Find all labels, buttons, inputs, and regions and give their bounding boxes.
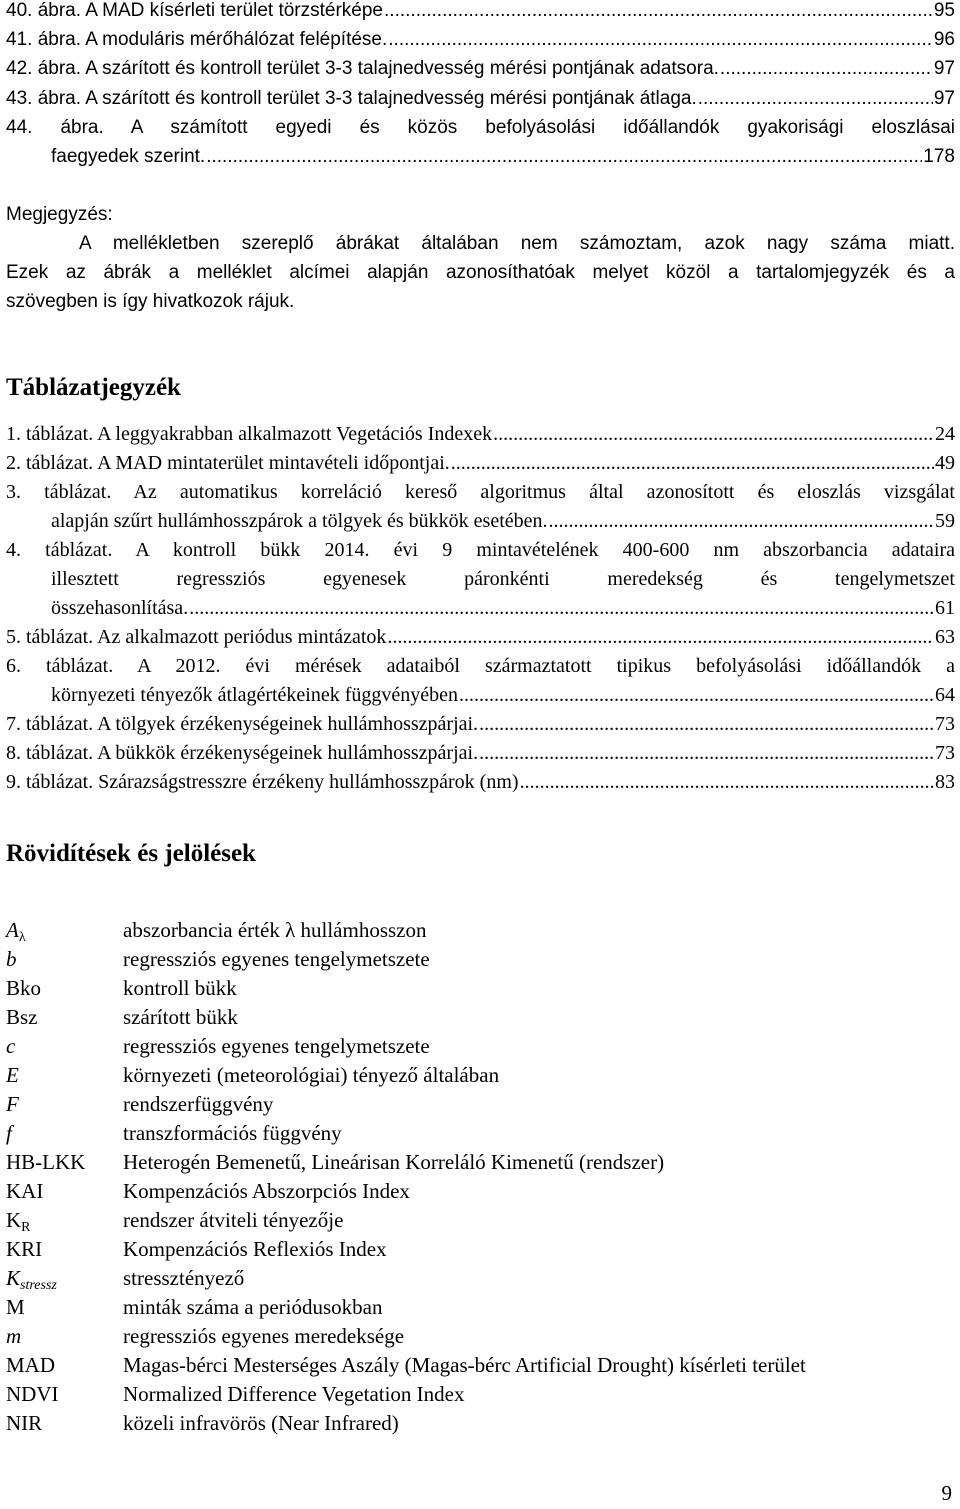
abbr-key: NDVI (6, 1382, 59, 1406)
abbr-key: m (6, 1324, 22, 1348)
table-entry-7[interactable]: 7. táblázat. A tölgyek érzékenységeinek hullámhosszpárjai. ..... 73 (6, 710, 955, 739)
abbr-key: f (6, 1121, 12, 1145)
table-entry-6-cont[interactable]: környezeti tényezők átlagértékeinek függvényében ..... 64 (51, 681, 955, 710)
figure-entry-40[interactable]: 40. ábra. A MAD kísérleti terület törzstérképe ..... 95 (6, 0, 955, 25)
abbr-row (6, 1090, 955, 1119)
abbr-value: Kompenzációs Reflexiós Index (123, 1237, 387, 1261)
abbr-row (6, 1351, 955, 1380)
tables-heading: Táblázatjegyzék (6, 374, 181, 401)
abbr-value: regressziós egyenes tengelymetszete (123, 1034, 430, 1058)
abbr-key: c (6, 1034, 16, 1058)
abbr-key: MAD (6, 1353, 56, 1377)
abbr-value: kontroll bükk (123, 976, 237, 1000)
abbr-value: rendszer átviteli tényezője (123, 1208, 344, 1232)
table-entry-3-cont[interactable]: alapján szűrt hullámhosszpárok a tölgyek és bükkök esetében. ..... 59 (51, 507, 955, 536)
abbr-key: Bsz (6, 1005, 38, 1029)
abbreviations-heading: Rövidítések és jelölések (6, 840, 256, 867)
abbr-value: rendszerfüggvény (123, 1092, 274, 1116)
table-entry-3[interactable]: 3. táblázat. Az automatikus korreláció kereső algoritmus által azonosított és eloszlás vizsgálat (6, 481, 955, 503)
figure-entry-41[interactable]: 41. ábra. A moduláris mérőhálózat felépítése. ..... 96 (6, 25, 955, 54)
abbr-key: $A_\lambda$ (6, 918, 26, 945)
abbr-value: stressztényező (123, 1266, 245, 1290)
abbr-row (6, 945, 955, 974)
figure-entry-43[interactable]: 43. ábra. A szárított és kontroll terület 3-3 talajnedvesség mérési pontjának átlaga. ..... 97 (6, 84, 955, 113)
abbr-row (6, 1032, 955, 1061)
abbr-row (6, 1148, 955, 1177)
table-entry-8[interactable]: 8. táblázat. A bükkök érzékenységeinek hullámhosszpárjai. ..... 73 (6, 739, 955, 768)
note-line-3: szövegben is így hivatkozok rájuk. (6, 291, 295, 312)
abbr-key: HB-LKK (6, 1150, 86, 1174)
table-entry-4[interactable]: 4. táblázat. A kontroll bükk 2014. évi 9 mintavételének 400-600 nm abszorbancia adataira (6, 539, 955, 561)
figure-entry-42[interactable]: 42. ábra. A szárított és kontroll terület 3-3 talajnedvesség mérési pontjának adatsora. ..... 97 (6, 54, 955, 83)
abbr-row (6, 1003, 955, 1032)
abbr-row (6, 1380, 955, 1409)
abbr-value: transzformációs függvény (123, 1121, 342, 1145)
abbr-row (6, 1322, 955, 1351)
abbr-value: közeli infravörös (Near Infrared) (123, 1411, 399, 1435)
abbr-value: regressziós egyenes meredeksége (123, 1324, 405, 1348)
table-entry-1[interactable]: 1. táblázat. A leggyakrabban alkalmazott Vegetációs Indexek ..... 24 (6, 420, 955, 449)
table-entry-5[interactable]: 5. táblázat. Az alkalmazott periódus mintázatok ..... 63 (6, 623, 955, 652)
abbr-value: Magas-bérci Mesterséges Aszály (Magas-bérc Artificial Drought) kísérleti terület (123, 1353, 806, 1377)
abbr-row (6, 1119, 955, 1148)
abbr-row (6, 1206, 955, 1235)
abbr-key: $K_{stressz}$ (6, 1266, 57, 1293)
abbr-value: Normalized Difference Vegetation Index (123, 1382, 465, 1406)
abbr-row (6, 974, 955, 1003)
table-entry-9[interactable]: 9. táblázat. Szárazságstresszre érzékeny hullámhosszpárok (nm) ..... 83 (6, 768, 955, 797)
abbr-value: szárított bükk (123, 1005, 238, 1029)
abbr-row (6, 1061, 955, 1090)
abbr-key: E (6, 1063, 19, 1087)
abbr-value: minták száma a periódusokban (123, 1295, 383, 1319)
abbr-row (6, 1293, 955, 1322)
abbr-key: KAI (6, 1179, 44, 1203)
page-number: 9 (941, 1481, 952, 1505)
table-entry-4-cont2[interactable]: összehasonlítása. ..... 61 (51, 594, 955, 623)
abbr-key: $K_R$ (6, 1208, 31, 1235)
table-entry-4-cont: illesztett regressziós egyenesek páronkénti meredekség és tengelymetszet (51, 568, 955, 590)
note-line-2: Ezek az ábrák a melléklet alcímei alapján azonosíthatóak melyet közöl a tartalomjegyzék és a (6, 262, 955, 283)
abbr-value: Heterogén Bemenetű, Lineárisan Korreláló Kimenetű (rendszer) (123, 1150, 665, 1174)
abbr-key: KRI (6, 1237, 43, 1261)
note-line-1: A mellékletben szereplő ábrákat általában nem számoztam, azok nagy száma miatt. (79, 233, 955, 254)
abbr-value: regressziós egyenes tengelymetszete (123, 947, 430, 971)
abbr-key: F (6, 1092, 19, 1116)
abbr-value: környezeti (meteorológiai) tényező általában (123, 1063, 500, 1087)
figure-entry-44[interactable]: 44. ábra. A számított egyedi és közös befolyásolási időállandók gyakorisági eloszlásai (6, 117, 955, 138)
table-entry-6[interactable]: 6. táblázat. A 2012. évi mérések adataiból származtatott tipikus befolyásolási időállandók a (6, 655, 955, 677)
note-label: Megjegyzés: (6, 204, 113, 225)
abbr-key: Bko (6, 976, 42, 1000)
abbr-key: M (6, 1295, 25, 1319)
abbr-row (6, 1409, 955, 1438)
abbr-value: Kompenzációs Abszorpciós Index (123, 1179, 410, 1203)
abbr-row (6, 1235, 955, 1264)
abbr-row (6, 1264, 955, 1293)
figure-entry-44-cont[interactable]: faegyedek szerint. ..... 178 (51, 142, 955, 171)
abbr-row (6, 1177, 955, 1206)
abbr-row (6, 916, 955, 945)
table-entry-2[interactable]: 2. táblázat. A MAD mintaterület mintavételi időpontjai. ..... 49 (6, 449, 955, 478)
abbr-key: b (6, 947, 17, 971)
abbr-value: abszorbancia érték λ hullámhosszon (123, 918, 427, 942)
abbr-key: NIR (6, 1411, 43, 1435)
